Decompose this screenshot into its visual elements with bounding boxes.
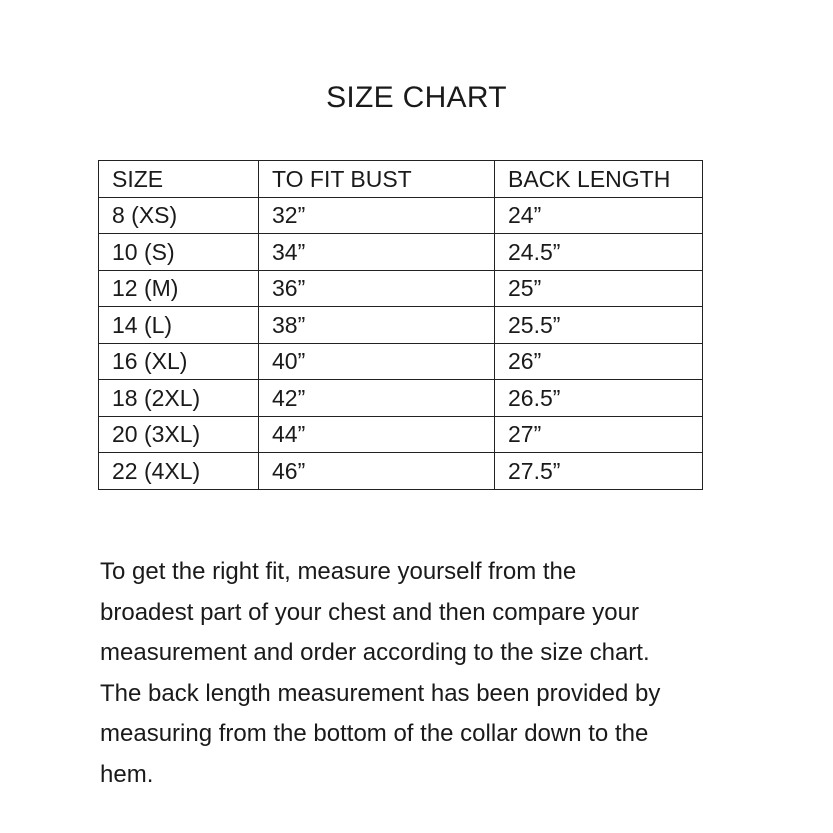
cell-back-length: 26” <box>495 343 703 380</box>
cell-back-length: 24” <box>495 197 703 234</box>
table-row <box>99 234 703 271</box>
page-title: SIZE CHART <box>326 81 507 114</box>
header-size: SIZE <box>99 161 259 198</box>
table-row <box>99 380 703 417</box>
cell-bust: 44” <box>259 416 495 453</box>
table-row <box>99 307 703 344</box>
table-row <box>99 416 703 453</box>
cell-bust: 42” <box>259 380 495 417</box>
cell-back-length: 27.5” <box>495 453 703 490</box>
note-line: To get the right fit, measure yourself from the <box>100 558 577 585</box>
cell-size: 16 (XL) <box>99 343 259 380</box>
cell-bust: 40” <box>259 343 495 380</box>
cell-bust: 46” <box>259 453 495 490</box>
header-back-length: BACK LENGTH <box>495 161 703 198</box>
note-line: measuring from the bottom of the collar down to the <box>100 720 649 748</box>
table-row <box>99 343 703 380</box>
cell-size: 12 (M) <box>99 270 259 307</box>
cell-size: 14 (L) <box>99 307 259 344</box>
cell-bust: 34” <box>259 234 495 271</box>
cell-bust: 36” <box>259 270 495 307</box>
table-header-row <box>99 161 703 198</box>
cell-bust: 32” <box>259 197 495 234</box>
size-table <box>98 160 703 490</box>
cell-size: 10 (S) <box>99 234 259 271</box>
table-row <box>99 270 703 307</box>
cell-back-length: 26.5” <box>495 380 703 417</box>
size-table-body <box>99 161 703 490</box>
header-to-fit-bust: TO FIT BUST <box>259 161 495 198</box>
note-line: hem. <box>100 760 154 788</box>
cell-back-length: 25.5” <box>495 307 703 344</box>
cell-size: 18 (2XL) <box>99 380 259 417</box>
cell-size: 22 (4XL) <box>99 453 259 490</box>
note-line: measurement and order according to the size chart. <box>100 639 650 667</box>
fit-instructions <box>100 552 750 796</box>
note-line: The back length measurement has been provided by <box>100 679 661 707</box>
cell-back-length: 25” <box>495 270 703 307</box>
cell-size: 20 (3XL) <box>99 416 259 453</box>
cell-back-length: 27” <box>495 416 703 453</box>
note-line: broadest part of your chest and then compare your <box>100 598 639 626</box>
cell-bust: 38” <box>259 307 495 344</box>
cell-back-length: 24.5” <box>495 234 703 271</box>
table-row <box>99 453 703 490</box>
table-row <box>99 197 703 234</box>
cell-size: 8 (XS) <box>99 197 259 234</box>
